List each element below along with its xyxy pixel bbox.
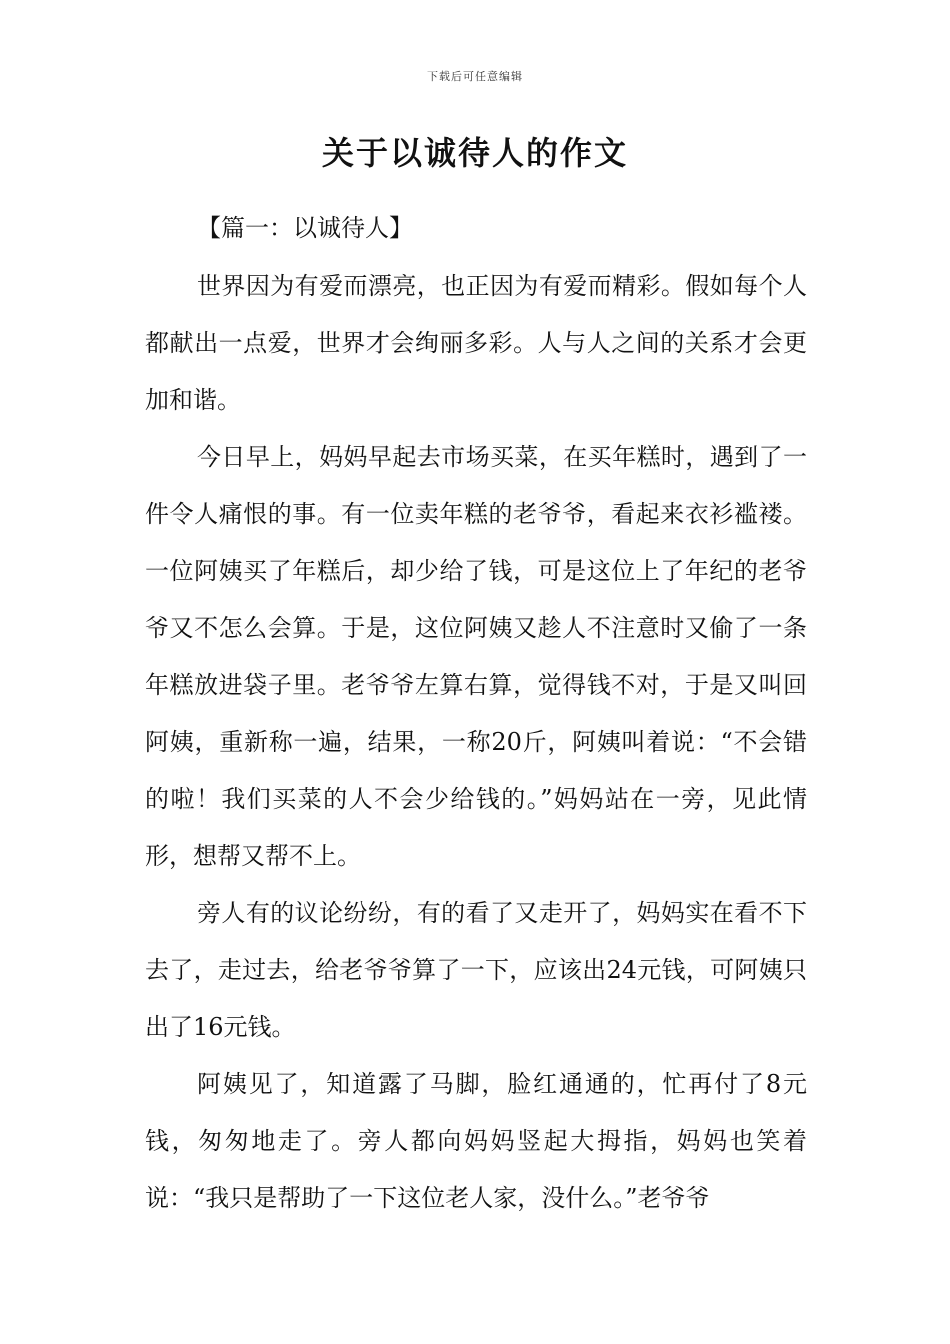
document-body: [145, 200, 807, 1227]
paragraph-2: 今日早上，妈妈早起去市场买菜，在买年糕时，遇到了一件令人痛恨的事。有一位卖年糕的老爷爷，看起来衣衫褴褛。一位阿姨买了年糕后，却少给了钱，可是这位上了年纪的老爷爷又不怎么会算。于是，这位阿姨又趁人不注意时又偷了一条年糕放进袋子里。老爷爷左算右算，觉得钱不对，于是又叫回阿姨，重新称一遍，结果，一称20斤，阿姨叫着说：“不会错的啦！我们买菜的人不会少给钱的。”妈妈站在一旁，见此情形，想帮又帮不上。: [145, 443, 807, 870]
document-title: 关于以诚待人的作文: [321, 134, 628, 172]
section-heading: 【篇一：以诚待人】: [197, 214, 413, 242]
paragraph-1: 世界因为有爱而漂亮，也正因为有爱而精彩。假如每个人都献出一点爱，世界才会绚丽多彩。人与人之间的关系才会更加和谐。: [145, 272, 807, 414]
paragraph-4: 阿姨见了，知道露了马脚，脸红通通的，忙再付了8元钱，匆匆地走了。旁人都向妈妈竖起大拇指，妈妈也笑着说：“我只是帮助了一下这位老人家，没什么。”老爷爷: [145, 1070, 807, 1212]
header-note: 下载后可任意编辑: [427, 70, 523, 83]
paragraph-3: 旁人有的议论纷纷，有的看了又走开了，妈妈实在看不下去了，走过去，给老爷爷算了一下，应该出24元钱，可阿姨只出了16元钱。: [145, 899, 807, 1041]
